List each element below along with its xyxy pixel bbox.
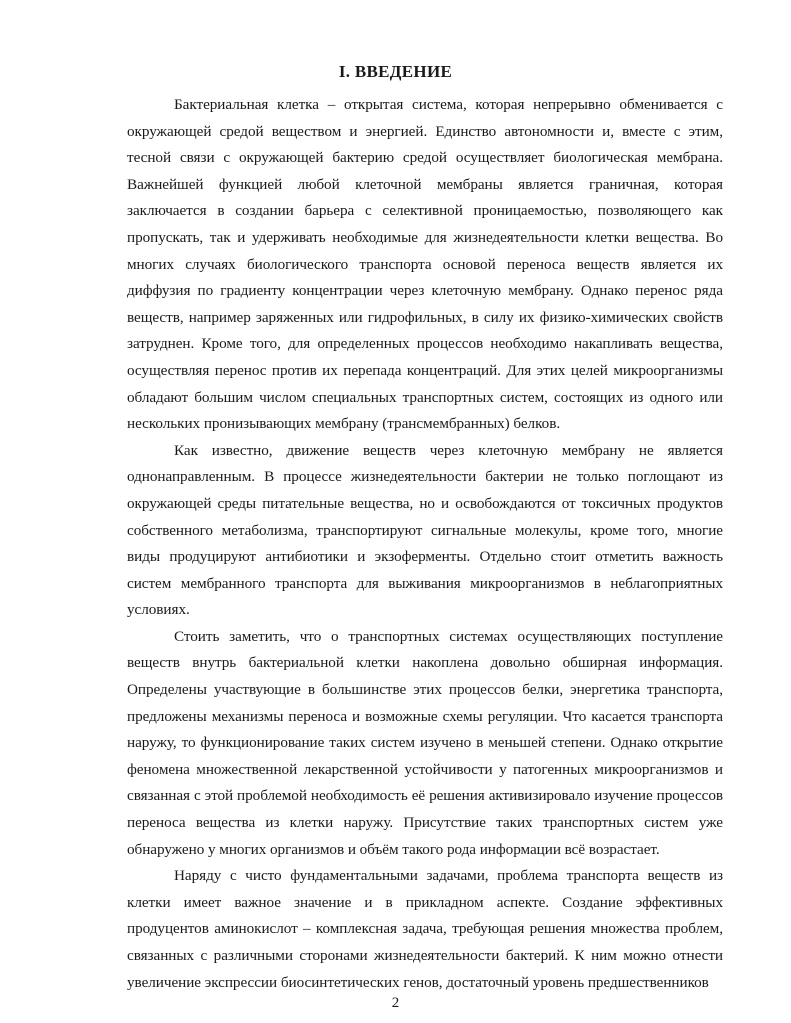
paragraph-2: Как известно, движение веществ через клеточную мембрану не является однонаправленным. В процессе жизнедеятельности бактерии не только поглощают из окружающей среды питательные вещества, но и освобождаются от токсичных продуктов собственного метаболизма, транспортируют сигнальные молекулы, кроме того, многие виды продуцируют антибиотики и экзоферменты. Отдельно стоит отметить важность систем мембранного транспорта для выживания микроорганизмов в неблагоприятных условиях. <box>127 441 723 619</box>
section-heading: I. ВВЕДЕНИЕ <box>338 62 453 81</box>
paragraph-4: Наряду с чисто фундаментальными задачами, проблема транспорта веществ из клетки имеет важное значение и в прикладном аспекте. Создание эффективных продуцентов аминокислот – комплексная задача, требующая решения множества проблем, связанных с различными сторонами жизнедеятельности бактерий. К ним можно отнести увеличение экспрессии биосинтетических генов, достаточный уровень предшественников <box>127 867 723 991</box>
paragraph-1: Бактериальная клетка – открытая система, которая непрерывно обменивается с окружающей средой веществом и энергией. Единство автономности и, вместе с этим, тесной связи с окружающей бактерию средой осуществляет биологическая мембрана. Важнейшей функцией любой клеточной мембраны является граничная, которая заключается в создании барьера с селективной проницаемостью, позволяющего как пропускать, так и удерживать необходимые для жизнедеятельности клетки вещества. Во многих случаях биологического транспорта основой переноса веществ является их диффузия по градиенту концентрации через клеточную мембрану. Однако перенос ряда веществ, например заряженных или гидрофильных, в силу их физико-химических свойств затруднен. Кроме того, для определенных процессов необходимо накапливать вещества, осуществляя перенос против их перепада концентраций. Для этих целей микроорганизмы обладают большим числом специальных транспортных систем, состоящих из одного или нескольких пронизывающих мембрану (трансмембранных) белков. <box>127 96 723 433</box>
page-number: 2 <box>391 995 400 1011</box>
paragraph-3: Стоить заметить, что о транспортных системах осуществляющих поступление веществ внутрь бактериальной клетки накоплена довольно обширная информация. Определены участвующие в большинстве этих процессов белки, энергетика транспорта, предложены механизмы переноса и возможные схемы регуляции. Что касается транспорта наружу, то функционирование таких систем изучено в меньшей степени. Однако открытие феномена множественной лекарственной устойчивости у патогенных микроорганизмов и связанная с этой проблемой необходимость её решения активизировало изучение процессов переноса вещества из клетки наружу. Присутствие таких транспортных систем уже обнаружено у многих организмов и объём такого рода информации всё возрастает. <box>127 627 723 858</box>
document-body <box>127 92 723 996</box>
